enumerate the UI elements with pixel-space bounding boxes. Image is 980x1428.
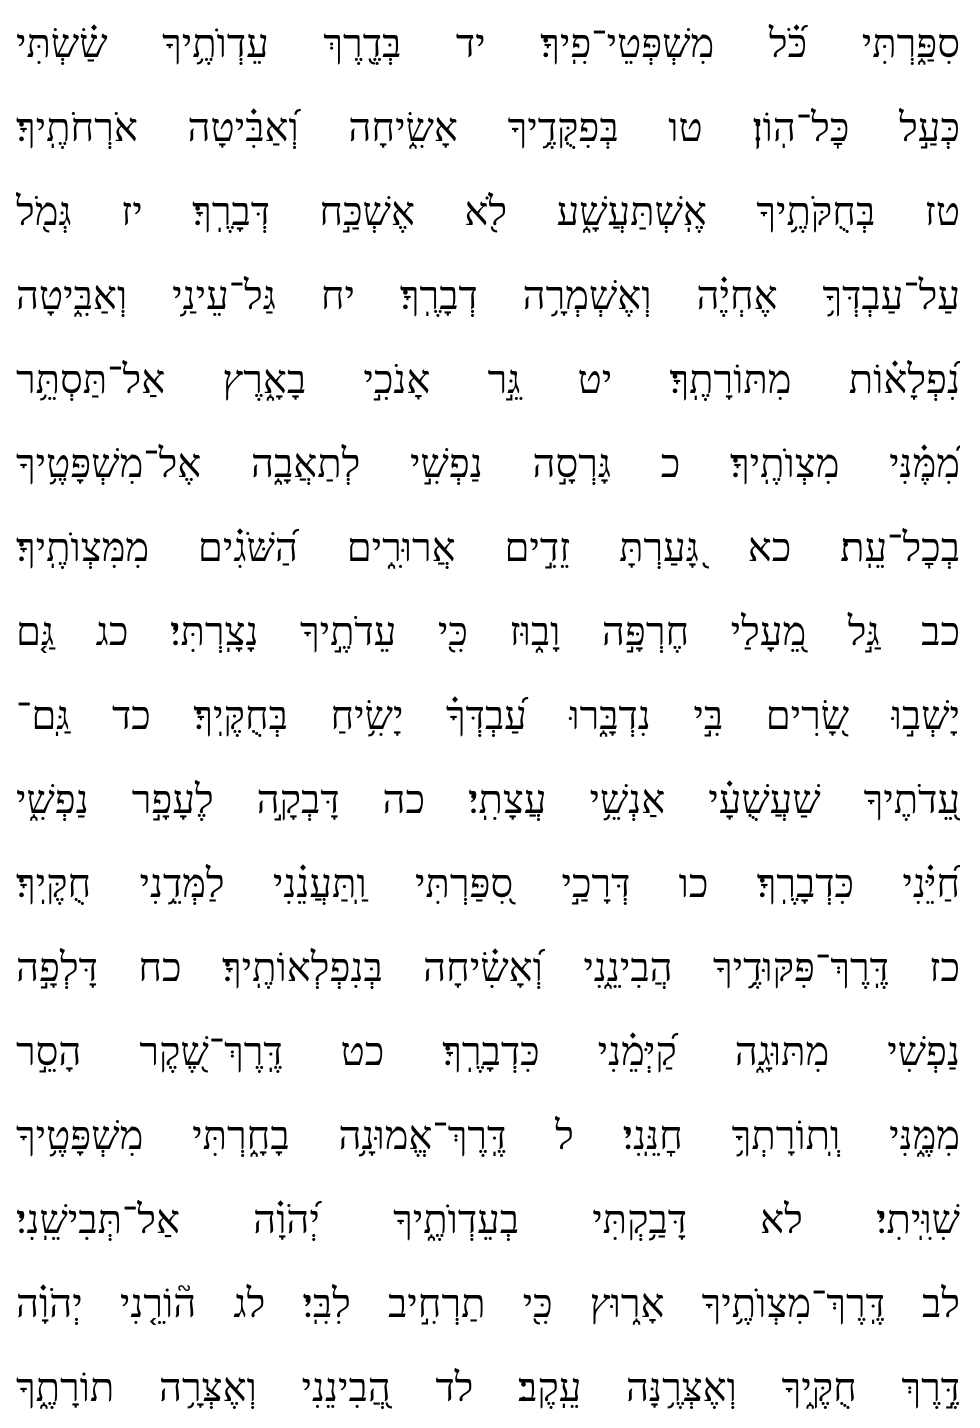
text-line-15: שִׁוִּֽיתִי׃ לא דָּבַ֥קְתִּי בְעֵדְוֺתֶ֑יךָ יְ֝הֹוָ֗ה אַל־תְּבִישֵֽׁנִי׃ (16, 1197, 960, 1243)
hebrew-text-block (16, 0, 960, 1428)
text-line-5: נִ֝פְלָא֗וֹת מִתּוֹרָתֶֽךָ׃ יט גֵּ֣ר אָנֹכִ֣י בָאָ֑רֶץ אַל־תַּסְתֵּ֥ר (16, 357, 960, 403)
text-line-16: לב דֶּֽרֶךְ־מִצְוֺתֶ֥יךָ אָר֑וּץ כִּ֖י תַרְחִ֣יב לִבִּֽי׃ לג ה֘וֹרֵ֤נִי יְהֹוָ֗ה (16, 1281, 960, 1327)
text-line-1: סִפַּ֑רְתִּי כֹּ֝֗ל מִשְׁפְּטֵי־פִֽיךָ׃ יד בְּדֶ֖רֶךְ עֵדְוֺתֶ֥יךָ שַׂ֗שְׂתִּי (16, 21, 960, 67)
text-line-4: עַל־עַבְדְּךָ֥ אֶחְיֶ֗ה וְאֶשְׁמְרָ֥ה דְבָרֶֽךָ׃ יח גַּל־עֵינַ֥י וְאַבִּ֑יטָה (16, 273, 960, 319)
text-line-7: בְכׇל־עֵֽת׃ כא גָּ֭עַרְתָּ זֵדִ֣ים אֲרוּרִ֑ים הַ֝שֹּׁגִ֗ים מִמִּצְוֺתֶֽיךָ׃ (16, 525, 960, 571)
text-line-3: טז בְּחֻקֹּתֶ֥יךָ אֶֽשְׁתַּעֲשָׁ֑ע לֹ֖א אֶשְׁכַּ֣ח דְּבָרֶֽךָ׃ יז גְּמֹ֖ל (16, 189, 960, 235)
text-line-14: מִמֶּ֑נִּי וְֽתוֹרָתְךָ֥ חׇנֵּֽנִי׃ ל דֶּֽרֶךְ־אֱמוּנָ֥ה בָחָ֑רְתִּי מִשְׁפָּטֶ֥יךָ (16, 1113, 960, 1159)
text-line-12: כז דֶּֽרֶךְ־פִּקּוּדֶ֥יךָ הֲבִינֵ֑נִי וְ֝אָשִׂ֗יחָה בְּנִפְלְאוֹתֶֽיךָ׃ כח דָּלְפָ֣ה (16, 945, 960, 991)
text-line-8: כב גַּ֣ל מֵ֭עָלַי חֶרְפָּ֣ה וָב֑וּז כִּ֖י עֵדֹתֶ֣יךָ נָצָֽרְתִּי׃ כג גַּ֤ם (16, 609, 960, 655)
text-line-17: דֶּ֣רֶךְ חֻקֶּ֑יךָ וְאֶצְּרֶ֥נָּה עֵֽקֶב׃ לד הֲ֭בִינֵנִי וְאֶצְּרָ֥ה תוֹרָתֶ֑ךָ (16, 1365, 960, 1411)
text-line-13: נַ֭פְשִׁי מִתּוּגָ֑ה קַ֝יְּמֵ֗נִי כִּדְבָרֶֽךָ׃ כט דֶּֽרֶךְ־שֶׁ֭קֶר הָסֵ֣ר (16, 1029, 960, 1075)
text-line-9: יָשְׁב֣וּ שָׂ֭רִים בִּ֣י נִדְבָּ֑רוּ עַ֝בְדְּךָ֗ יָשִׂ֥יחַ בְּחֻקֶּֽיךָ׃ כד גַּֽם־ (16, 693, 960, 739)
text-line-11: חַ֝יֵּ֗נִי כִּדְבָרֶֽךָ׃ כו דְּרָכַ֣י סִ֭פַּרְתִּי וַֽתַּעֲנֵ֗נִי לַמְּדֵ֥נִי חֻקֶּֽיךָ׃ (16, 861, 960, 907)
text-line-10: עֵ֭דֹתֶיךָ שַׁעֲשֻׁעָ֗י אַנְשֵׁ֥י עֲצָתִֽי׃ כה דָּבְקָ֣ה לֶעָפָ֣ר נַפְשִׁ֑י (16, 777, 960, 823)
text-line-6: מִ֝מֶּ֗נִּי מִצְוֺתֶֽיךָ׃ כ גָּרְסָ֣ה נַפְשִׁ֣י לְתַאֲבָ֑ה אֶל־מִשְׁפָּטֶ֥יךָ (16, 441, 960, 487)
text-line-2: כְּעַ֣ל כׇּל־הֽוֹן׃ טו בְּפִקֻּדֶ֥יךָ אָשִׂ֑יחָה וְ֝אַבִּ֗יטָה אֹרְחֹתֶֽיךָ׃ (16, 105, 960, 151)
